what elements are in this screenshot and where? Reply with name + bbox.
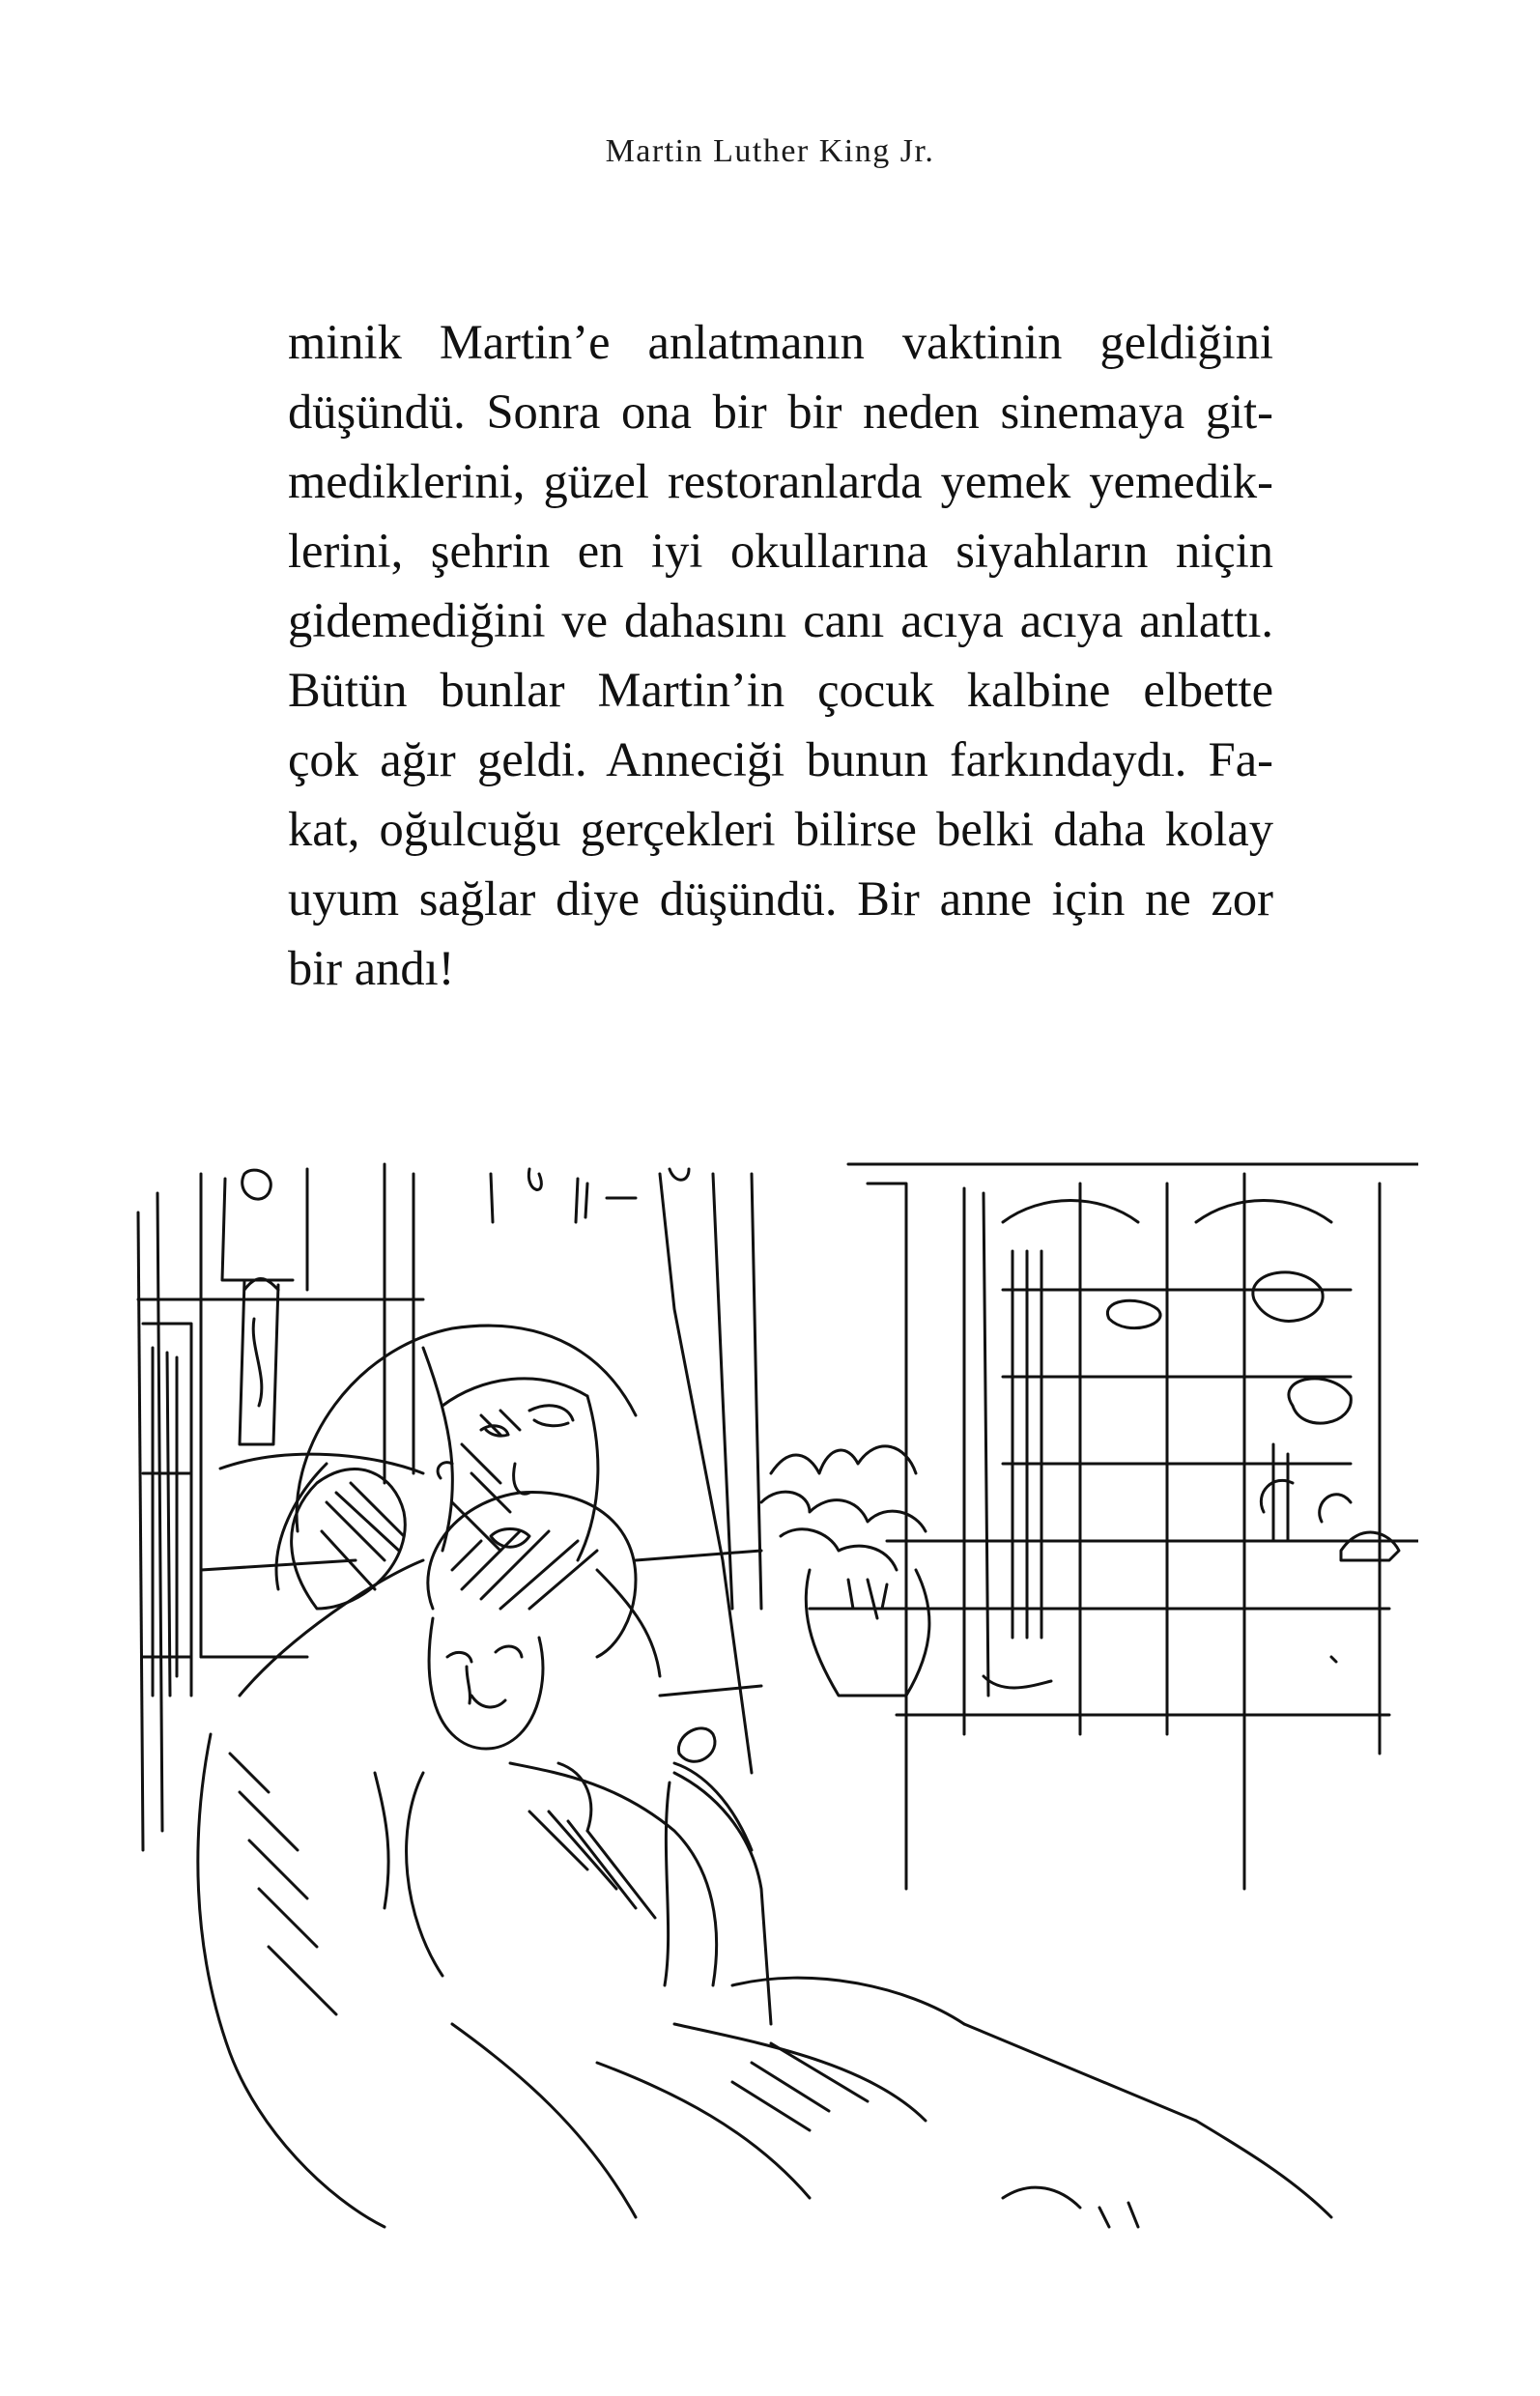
hands-and-chair-lines	[375, 1773, 1331, 2227]
vase-flowers-lines	[761, 1446, 929, 1696]
left-wall-lines	[138, 1164, 423, 1850]
text-line: gidemediğini ve dahasını canı acıya acıya anlattı.	[288, 593, 1273, 647]
illustration-mother-and-child	[133, 1155, 1418, 2237]
mother-figure-lines	[198, 1326, 660, 2227]
text-line: kat, oğulcuğu gerçekleri bilirse belki daha kolay	[288, 802, 1273, 856]
running-header: Martin Luther King Jr.	[605, 133, 935, 169]
text-line: minik Martin’e anlatmanın vaktinin geldiğini	[288, 315, 1273, 369]
text-line: lerini, şehrin en iyi okullarına siyahların niçin	[288, 524, 1273, 578]
text-line: Bütün bunlar Martin’in çocuk kalbine elbette	[288, 663, 1273, 717]
text-line: bir andı!	[288, 941, 455, 995]
text-line: çok ağır geldi. Anneciği bunun farkındaydı. Fa-	[288, 732, 1273, 786]
text-line: düşündü. Sonra ona bir bir neden sinemaya git-	[288, 385, 1273, 439]
china-cabinet-lines	[848, 1164, 1418, 1889]
text-line: uyum sağlar diye düşündü. Bir anne için ne zor	[288, 871, 1273, 926]
text-line: mediklerini, güzel restoranlarda yemek yemedik-	[288, 454, 1273, 508]
child-figure-lines	[407, 1493, 752, 1985]
mother-child-drawing-icon	[133, 1155, 1418, 2237]
body-text	[288, 307, 1273, 1003]
window-curtain-lines	[491, 1169, 761, 1985]
